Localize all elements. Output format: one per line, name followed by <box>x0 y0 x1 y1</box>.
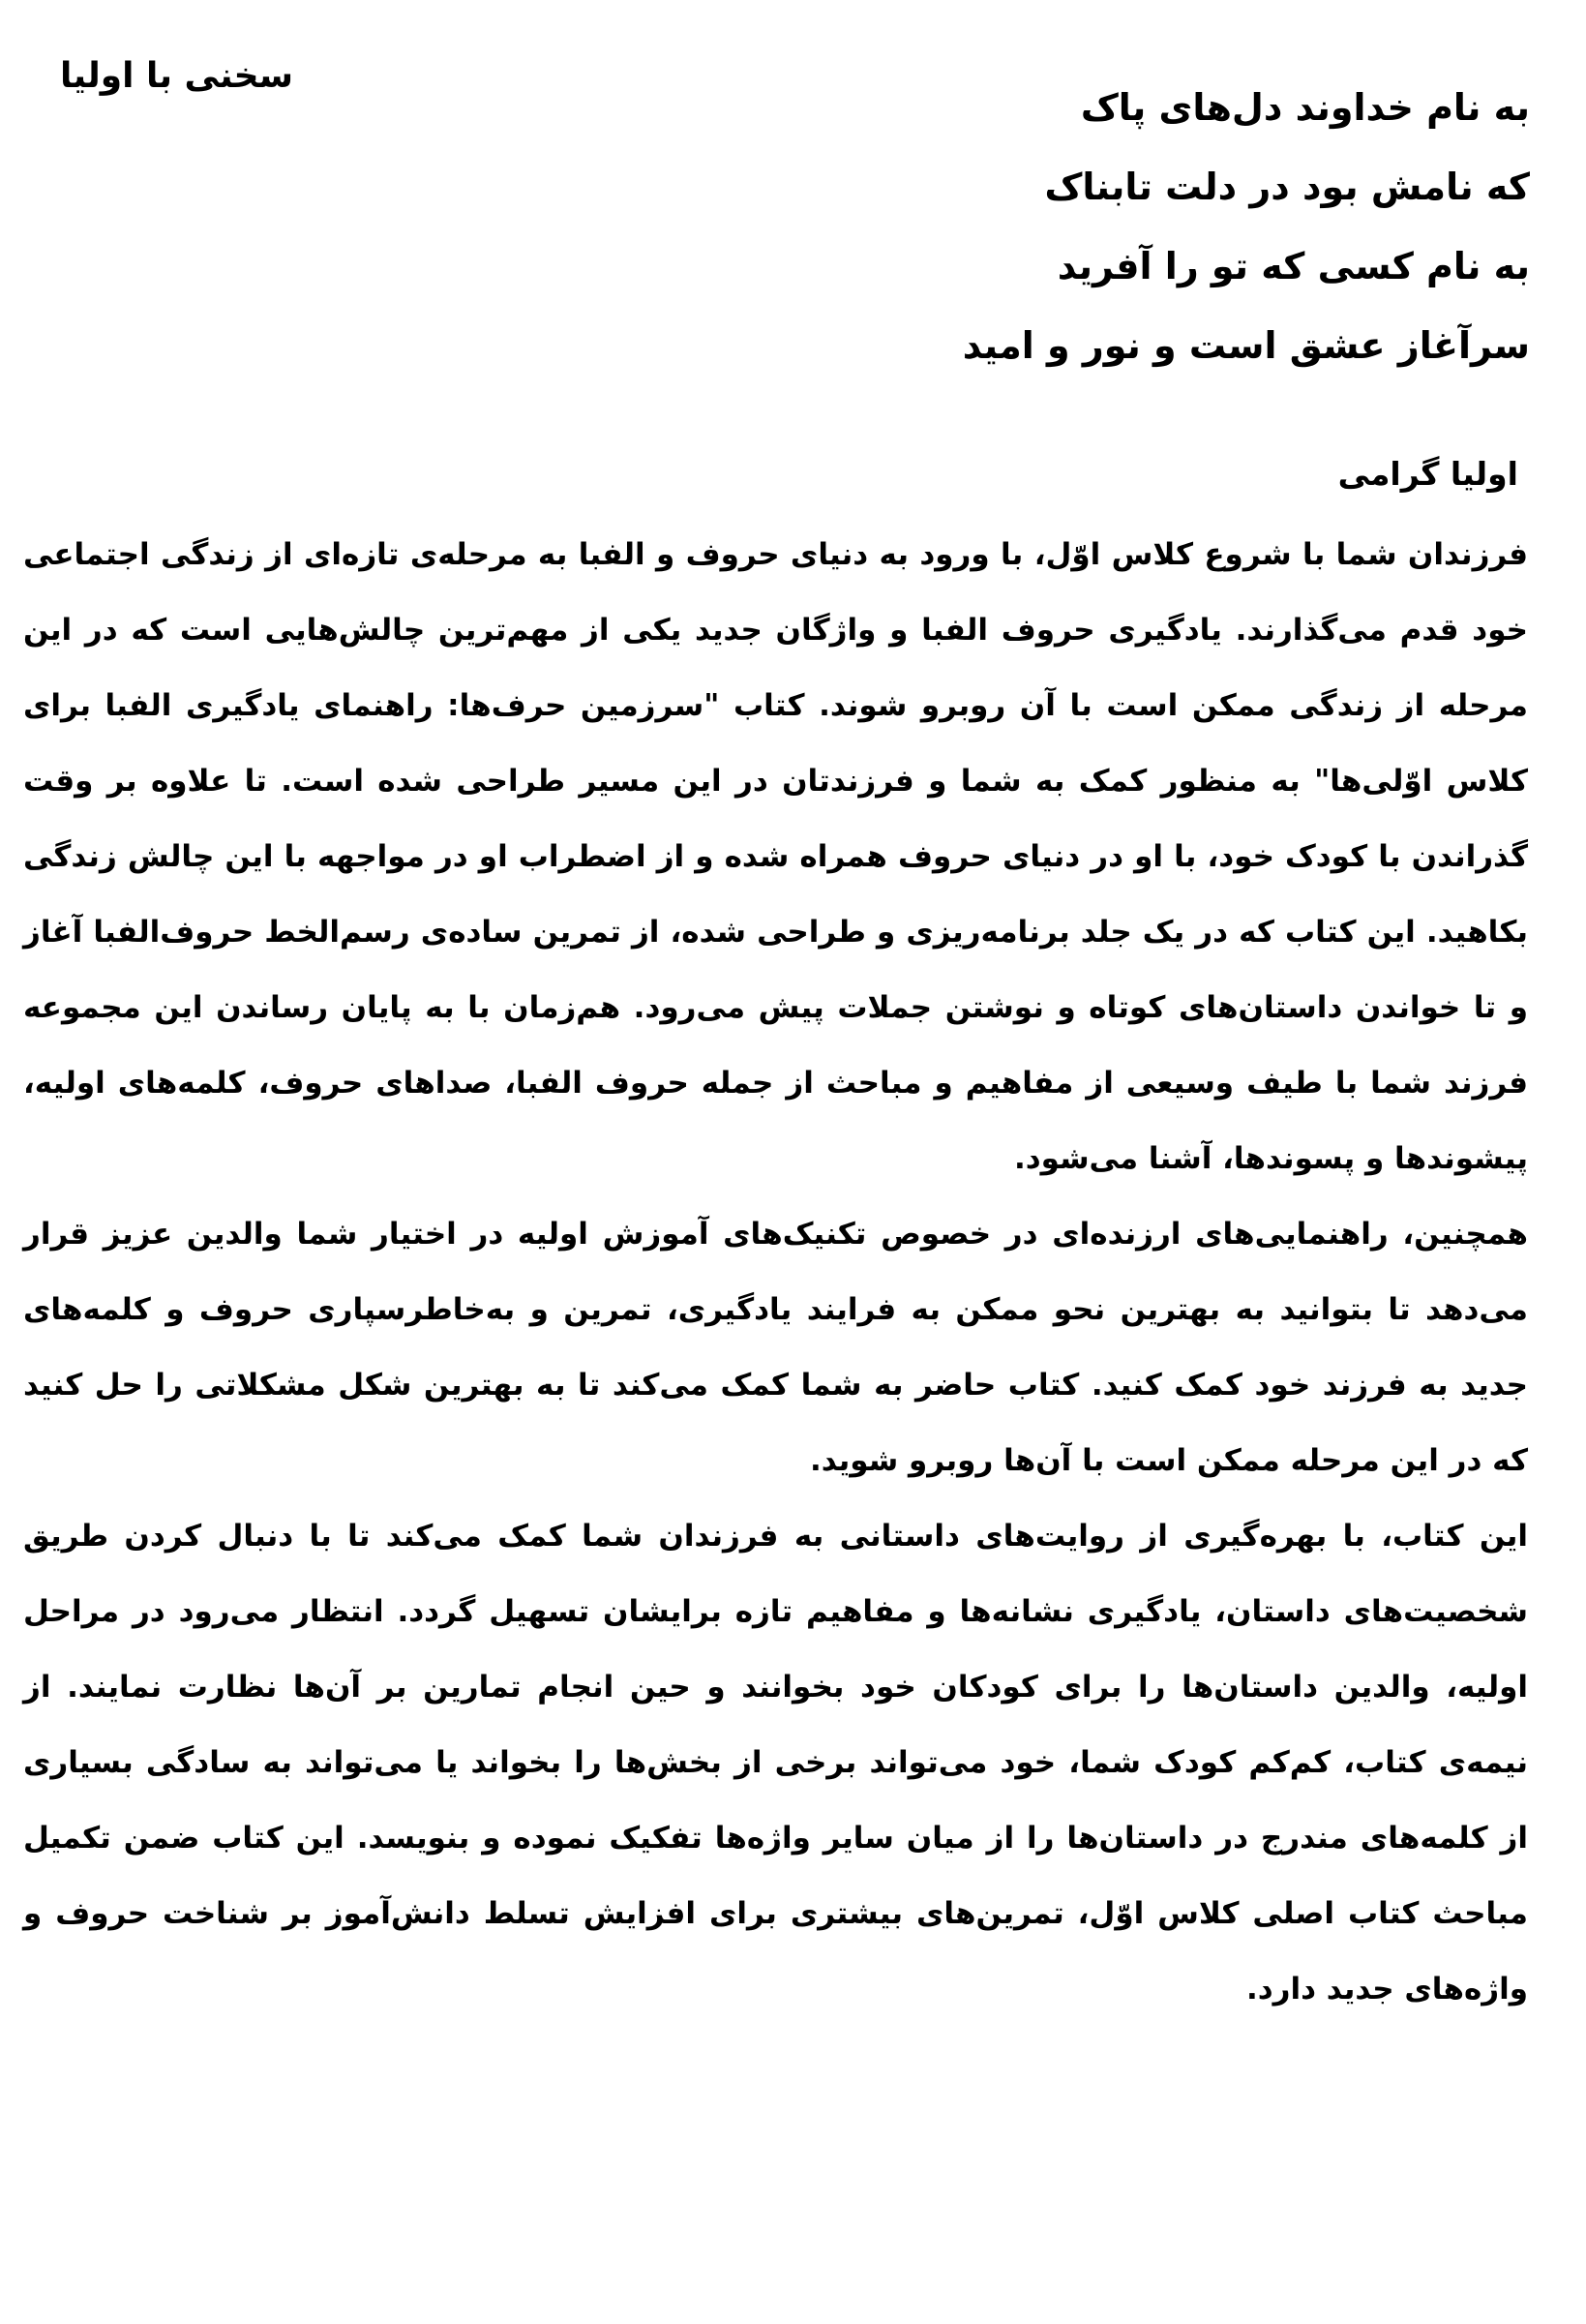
paragraph: این کتاب، با بهره‌گیری از روایت‌های داستانی به فرزندان شما کمک می‌کند تا با دنبال کردن طریق شخصیت‌های داستان، یادگیری نشانه‌ها و مفاهیم تازه برایشان تسهیل گردد. انتظار می‌رود در مراحل اولیه، والدین داستان‌ها را برای کودکان خود بخوانند و حین انجام تمارین بر آن‌ها نظارت نمایند. از نیمه‌ی کتاب، کم‌کم کودک شما، خود می‌تواند برخی از بخش‌ها را بخواند یا می‌تواند به سادگی بسیاری از کلمه‌های مندرج در داستان‌ها را از میان سایر واژه‌ها تفکیک نموده و بنویسد. این کتاب ضمن تکمیل مباحث کتاب اصلی کلاس اوّل، تمرین‌های بیشتری برای افزایش تسلط دانش‌آموز بر شناخت حروف و واژه‌های جدید دارد. <box>23 1519 1528 2007</box>
opening-poem <box>963 68 1530 385</box>
paragraph: فرزندان شما با شروع کلاس اوّل، با ورود به دنیای حروف و الفبا به مرحله‌ی تازه‌ای از زندگی اجتماعی خود قدم می‌گذارند. یادگیری حروف الفبا و واژگان جدید یکی از مهم‌ترین چالش‌هایی است که در این مرحله از زندگی ممکن است با آن روبرو شوند. کتاب "سرزمین حرف‌ها: راهنمای یادگیری الفبا برای کلاس اوّلی‌ها" به منظور کمک به شما و فرزندتان در این مسیر طراحی شده است. تا علاوه بر وقت گذراندن با کودک خود، با او در دنیای حروف همراه شده و از اضطراب او در مواجهه با این چالش زندگی بکاهید. این کتاب که در یک جلد برنامه‌ریزی و طراحی شده، از تمرین ساده‌ی رسم‌الخط حروف‌الفبا آغاز و تا خواندن داستان‌های کوتاه و نوشتن جملات پیش می‌رود. هم‌زمان با به پایان رساندن این مجموعه فرزند شما با طیف وسیعی از مفاهیم و مباحث از جمله حروف الفبا، صداهای حروف، کلمه‌های اولیه، پیشوندها و پسوندها، آشنا می‌شود. <box>23 537 1528 1176</box>
poem-line: به نام کسی که تو را آفرید <box>1057 245 1530 287</box>
greeting: اولیا گرامی <box>1337 455 1518 493</box>
paragraph: همچنین، راهنمایی‌های ارزنده‌ای در خصوص تکنیک‌های آموزش اولیه در اختیار شما والدین عزیز قرار می‌دهد تا بتوانید به بهترین نحو ممکن به فرایند یادگیری، تمرین و به‌خاطرسپاری حروف و کلمه‌های جدید به فرزند خود کمک کنید. کتاب حاضر به شما کمک می‌کند تا به بهترین شکل مشکلاتی را حل کنید که در این مرحله ممکن است با آن‌ها روبرو شوید. <box>23 1217 1528 1478</box>
poem-line: که نامش بود در دلت تابناک <box>1044 166 1530 208</box>
poem-line: به نام خداوند دل‌های پاک <box>1080 86 1530 129</box>
poem-line: سرآغاز عشق است و نور و امید <box>962 324 1530 367</box>
page-heading: سخنی با اولیا <box>60 56 294 96</box>
letter-body <box>23 517 1528 2027</box>
